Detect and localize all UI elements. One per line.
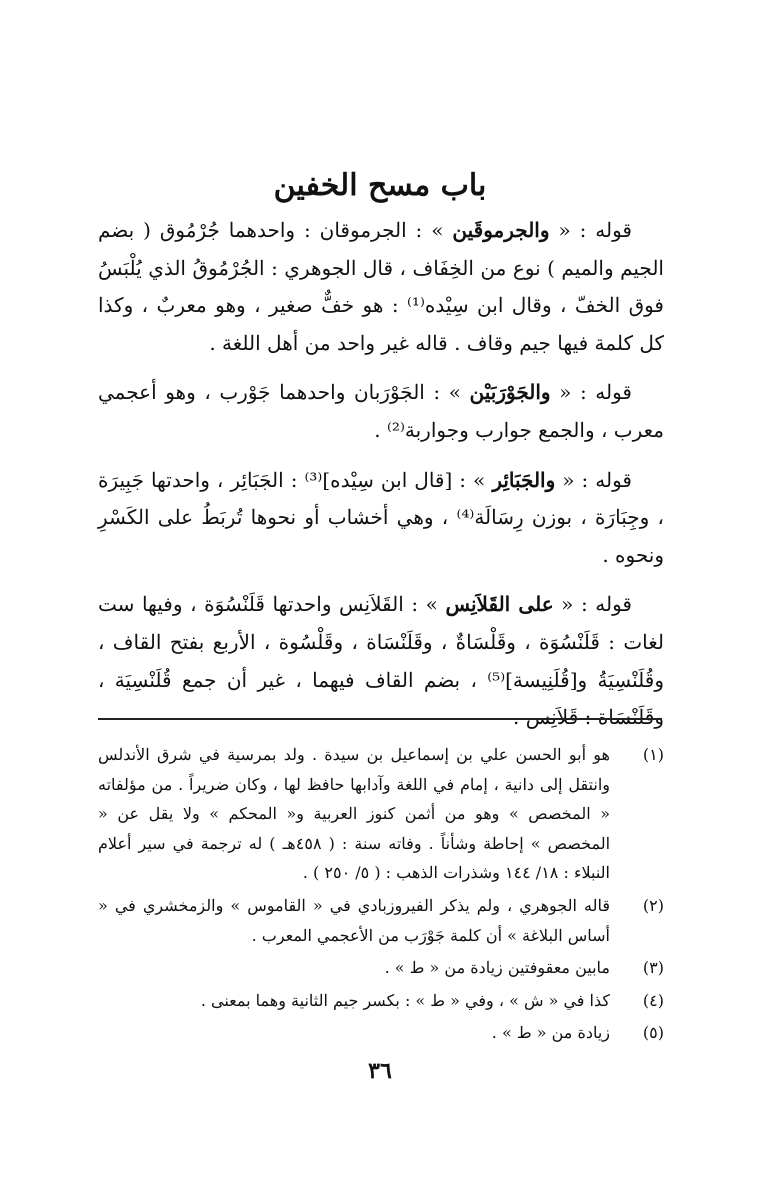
paragraph-term: على القَلاَنِس — [445, 592, 554, 617]
chapter-title: باب مسح الخفين — [273, 168, 487, 203]
paragraph-text: » : [قال ابن سِيْده]⁽³⁾ : الجَبَائِر ، واحدتها جَبِيرَة ، وجِبَارَة ، بوزن رِسَالَة⁽⁴⁾ ، وهي أخشاب أو نحوها تُربَطُ على الكَسْرِ ونحوه . — [98, 467, 664, 567]
paragraph-lead: قوله : « — [550, 380, 632, 405]
footnote-number: (٣) — [642, 958, 664, 978]
paragraph-term: والجرموقَين — [452, 218, 550, 242]
paragraph-jawrabayn — [98, 374, 664, 449]
paragraph-lead: قوله : « — [549, 218, 632, 242]
footnote-text: قاله الجوهري ، ولم يذكر الفيروزبادي في « القاموس » والزمخشري في « أساس البلاغة » أن كلمة جَوْرَب من الأعجمي المعرب . — [98, 895, 610, 945]
footnote-2 — [98, 891, 664, 950]
footnote-number: (٤) — [642, 990, 664, 1010]
footnote-text: زيادة من « ط » . — [491, 1023, 610, 1043]
footnote-3 — [98, 953, 664, 983]
footnote-1 — [98, 740, 664, 888]
paragraph-text: » : الجَوْرَبان واحدهما جَوْرب ، وهو أعجمي معرب ، والجمع جوارب وجواربة⁽²⁾ . — [98, 380, 664, 442]
footnote-text: كذا في « ش » ، وفي « ط » : بكسر جيم الثانية وهما بمعنى . — [200, 990, 610, 1010]
paragraph-term: والجَبَائِر — [492, 467, 556, 492]
footnote-number: (١) — [642, 745, 664, 764]
footnote-divider — [98, 718, 662, 720]
paragraph-text: » : القَلاَنِس واحدتها قَلَنْسُوَة ، وفيها ست لغات : قَلَنْسُوَة ، وقَلْسَاةٌ ، وقَلَنْسَاة ، وقَلْسُوة ، الأربع بفتح القاف ، وقُلَنْسِيَةُ و[قُلَنِيسة]⁽⁵⁾ ، بضم القاف فيهما ، غير أن جمع قُلَنْسِيَة ، وقَلَنْسَاة : قَلاَنِس . — [98, 592, 664, 730]
paragraph-term: والجَوْرَبَيْن — [469, 380, 551, 405]
footnote-number: (٥) — [642, 1023, 664, 1043]
paragraph-qalanis — [98, 586, 664, 736]
main-text — [98, 212, 664, 749]
paragraph-lead: قوله : « — [553, 592, 632, 617]
paragraph-jurmuqayn — [98, 212, 664, 362]
paragraph-text: » : الجرموقان : واحدهما جُرْمُوق ( بضم الجيم والميم ) نوع من الخِفَاف ، قال الجوهري : الجُرْمُوقُ الذي يُلْبَسُ فوق الخفّ ، وقال ابن سِيْده⁽¹⁾ : هو خفٌّ صغير ، وهو معربٌ ، وكذا كل كلمة فيها جيم وقاف . قاله غير واحد من أهل اللغة . — [98, 218, 664, 355]
footnote-4 — [98, 986, 664, 1016]
footnote-number: (٢) — [642, 895, 664, 915]
paragraph-lead: قوله : « — [555, 467, 632, 492]
footnote-text: هو أبو الحسن علي بن إسماعيل بن سيدة . ولد بمرسية في شرق الأندلس وانتقل إلى دانية ، إمام في اللغة وآدابها حافظ لها ، وكان ضريراً . من مؤلفاته « المخصص » وهو من أثمن كنوز العربية و« المحكم » ولا يقل عن « المخصص » إحاطة وشأناً . وفاته سنة : ( ٤٥٨هـ ) له ترجمة في سير أعلام النبلاء : ١٨/ ١٤٤ وشذرات الذهب : ( ٥/ ٢٥٠ ) . — [98, 745, 611, 883]
footnote-5 — [98, 1018, 664, 1048]
page-number: ٣٦ — [368, 1058, 392, 1084]
paragraph-jabair — [98, 462, 664, 575]
footnotes — [98, 740, 664, 1051]
footnote-text: مابين معقوفتين زيادة من « ط » . — [384, 958, 610, 978]
